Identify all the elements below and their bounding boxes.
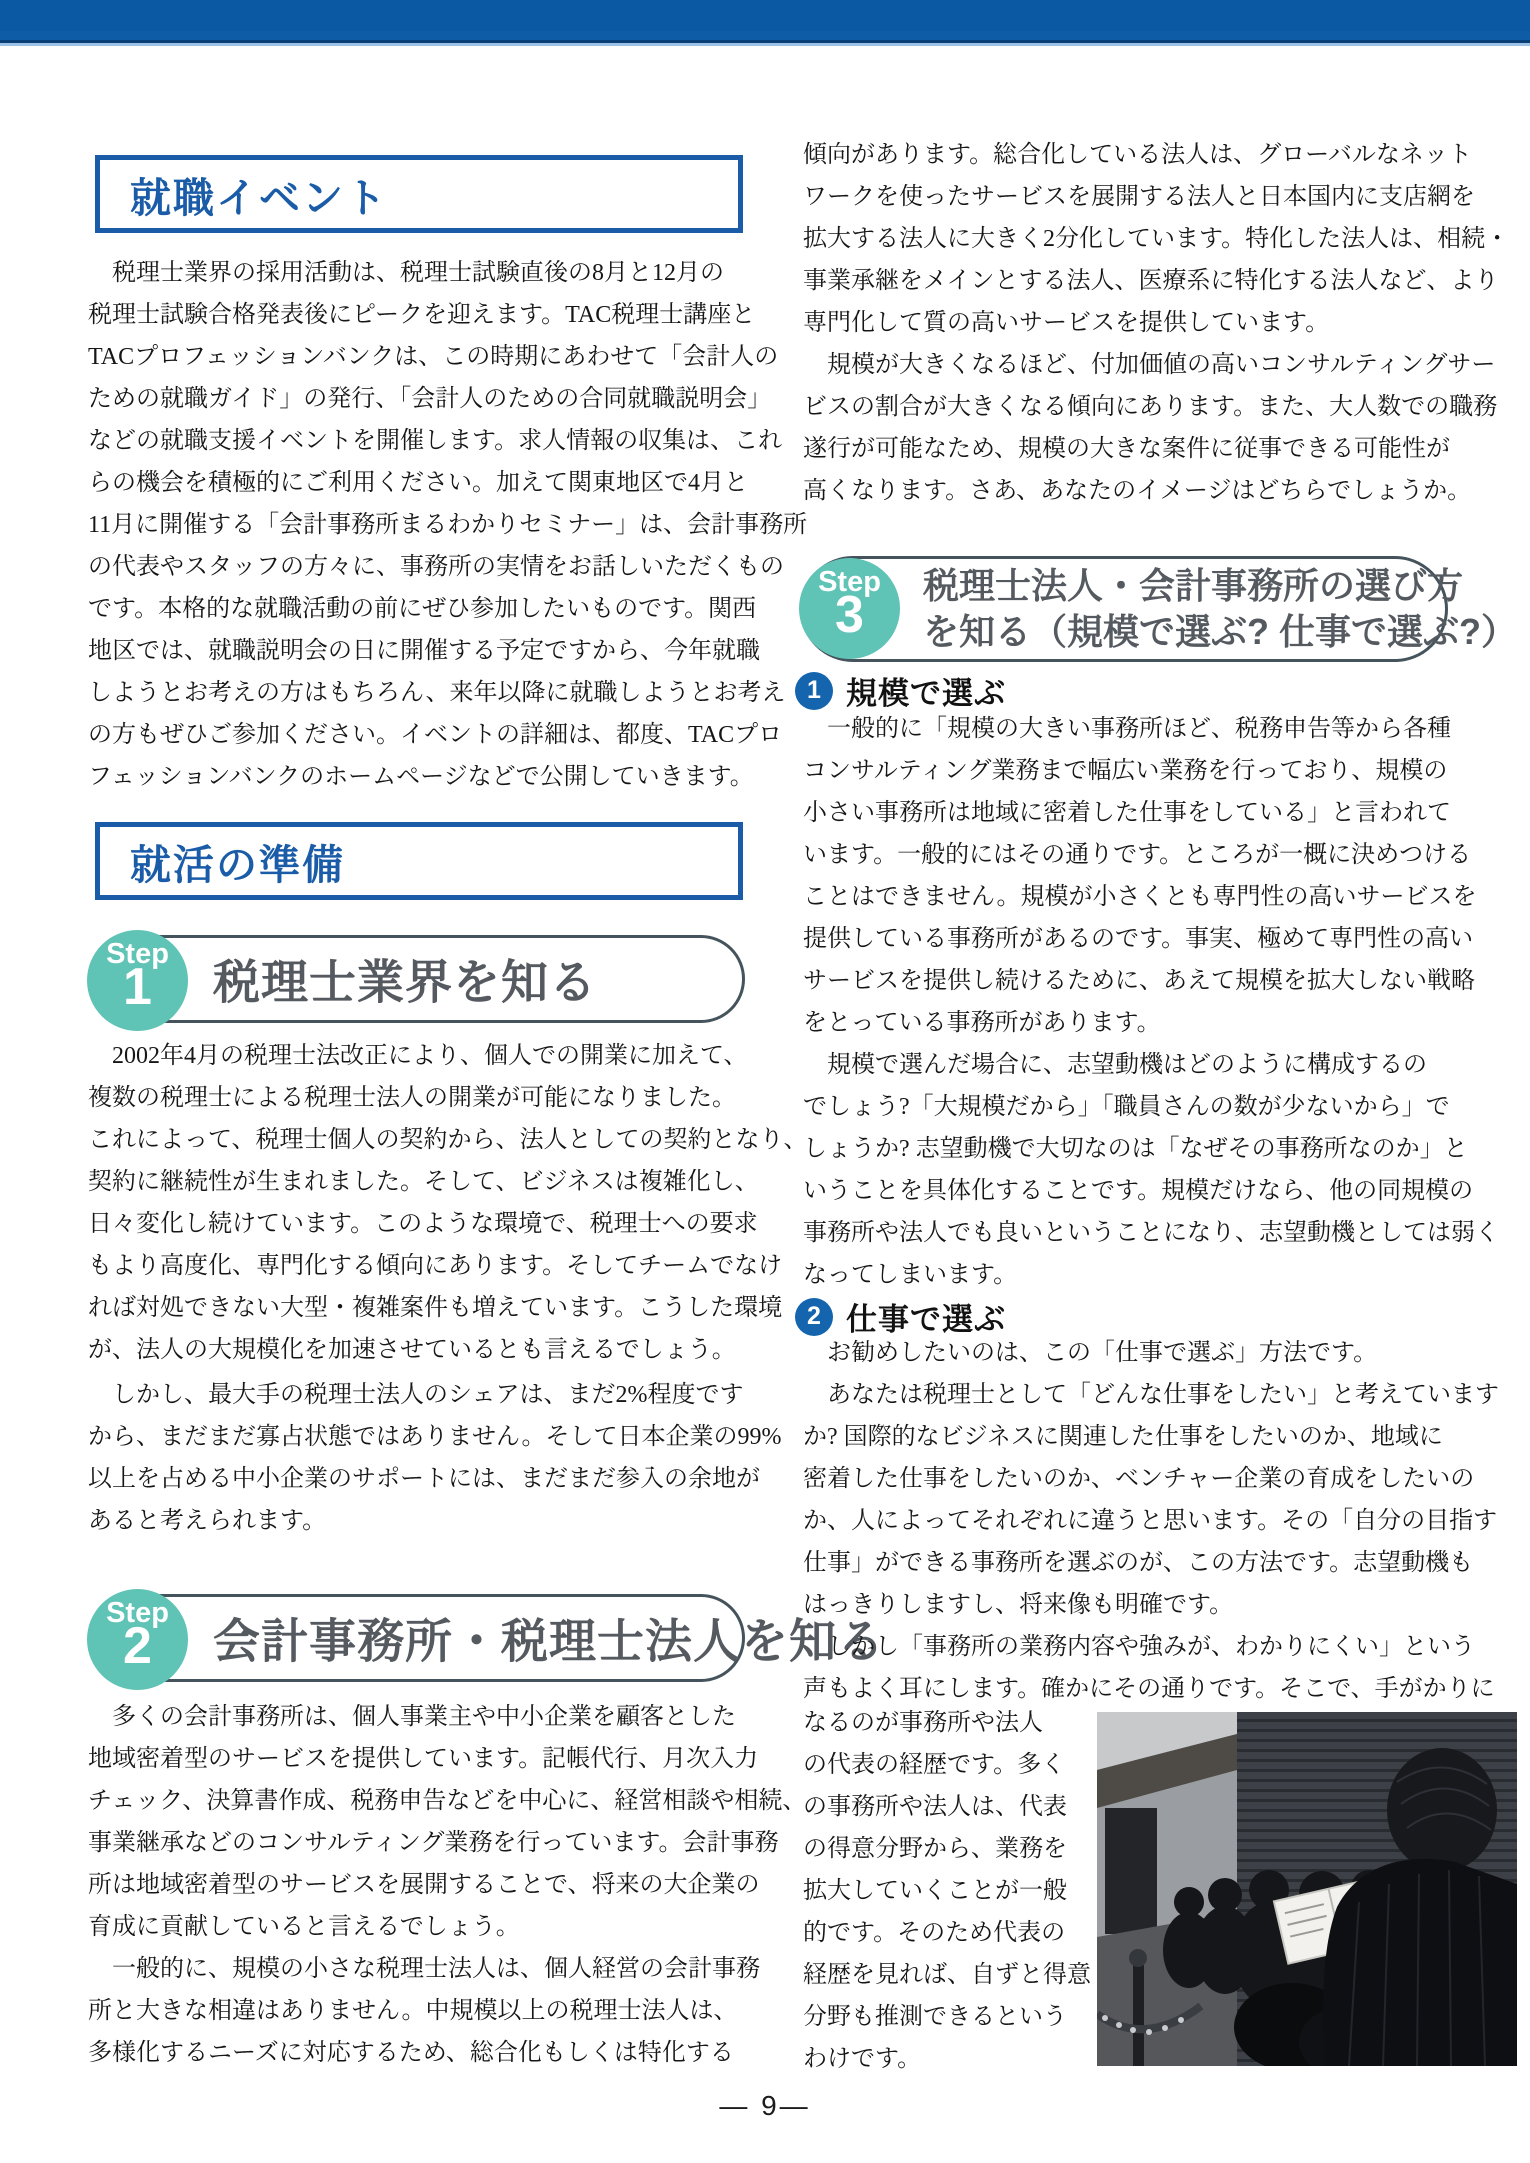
step2-title: 会計事務所・税理士法人を知る — [213, 1614, 885, 1668]
section-title: 就職イベント — [130, 174, 388, 221]
paragraph-choose-by-work: お勧めしたいのは、この「仕事で選ぶ」方法です。 あなたは税理士として「どんな仕事をしたい」と考えています か? 国際的なビジネスに関連した仕事をしたいのか、地域に 密着した仕事をしたいのか、ベンチャー企業の育成をしたいの か、人によってそれぞれに違うと思います。その「自分の目指す 仕事」ができる事務所を選ぶのが、この方法です。志望動機も はっきりしますし、将来像も明確です。 しかし「事務所の業務内容や強みが、わかりにくい」という 声もよく耳にします。確かにその通りです。そこで、手がかりに — [803, 1340, 1499, 1702]
step-word: Step — [106, 938, 169, 970]
step2-header — [88, 1594, 885, 1682]
paragraph-industry-share: しかし、最大手の税理士法人のシェアは、まだ2%程度です から、まだまだ寡占状態ではありません。そして日本企業の99% 以上を占める中小企業のサポートには、まだまだ参入の余地が あると考えられます。 — [88, 1382, 782, 1534]
paragraph-industry: 2002年4月の税理士法改正により、個人での開業に加えて、 複数の税理士による税理士法人の開業が可能になりました。 これによって、税理士個人の契約から、法人としての契約となり、 契約に継続性が生まれました。そして、ビジネスは複雑化し、 日々変化し続けています。このような環境で、税理士への要求 もより高度化、専門化する傾向にあります。そしてチームでなけ れば対処できない大型・複雑案件も増えています。こうした環境 が、法人の大規模化を加速させているとも言えるでしょう。 — [88, 1043, 808, 1363]
step2-badge — [87, 1589, 188, 1690]
step3-title — [923, 563, 1517, 655]
subheading-label: 規模で選ぶ — [846, 676, 1006, 711]
paragraph-representative-career: なるのが事務所や法人 の代表の経歴です。多く の事務所や法人は、代表 の得意分野から、業務を 拡大していくことが一般 的です。そのため代表の 経歴を見れば、自ずと得意 分野も推測できるという わけです。 — [803, 1710, 1091, 2072]
paragraph-choose-by-size: 一般的に「規模の大きい事務所ほど、税務申告等から各種 コンサルティング業務まで幅広い業務を行っており、規模の 小さい事務所は地域に密着した仕事をしている」と言われて います。一般的にはその通りです。ところが一概に決めつける ことはできません。規模が小さくとも専門性の高いサービスを 提供している事務所があるのです。事実、極めて専門性の高い サービスを提供し続けるために、あえて規模を拡大しない戦略 をとっている事務所があります。 規模で選んだ場合に、志望動機はどのように構成するの でしょう?「大規模だから」「職員さんの数が少ないから」で しょうか? 志望動機で大切なのは「なぜその事務所なのか」と いうことを具体化することです。規模だけなら、他の同規模の 事務所や法人でも良いということになり、志望動機としては弱く なってしまいます。 — [803, 716, 1499, 1288]
step3-header — [800, 556, 1517, 662]
paragraph-polarization: 傾向があります。総合化している法人は、グローバルなネット ワークを使ったサービスを展開する法人と日本国内に支店網を 拡大する法人に大きく2分化しています。特化した法人は、相続・ 事業承継をメインとする法人、医療系に特化する法人など、より 専門化して質の高いサービスを提供しています。 規模が大きくなるほど、付加価値の高いコンサルティングサー ビスの割合が大きくなる傾向にあります。また、大人数での職務 遂行が可能なため、規模の大きな案件に従事できる可能性が 高くなります。さあ、あなたのイメージはどちらでしょうか。 — [803, 142, 1510, 504]
step3-badge — [799, 558, 900, 659]
paragraph-offices: 多くの会計事務所は、個人事業主や中小企業を顧客とした 地域密着型のサービスを提供しています。記帳代行、月次入力 チェック、決算書作成、税務申告などを中心に、経営相談や相続、 事業継承などのコンサルティング業務を行っています。会計事務 所は地域密着型のサービスを展開することで、将来の大企業の 育成に貢献していると言えるでしょう。 一般的に、規模の小さな税理士法人は、個人経営の会計事務 所と大きな相違はありません。中規模以上の税理士法人は、 多様化するニーズに対応するため、総合化もしくは特化する — [88, 1704, 807, 2066]
step-word: Step — [106, 1597, 169, 1629]
step-number: 1 — [123, 958, 152, 1016]
step1-badge — [87, 930, 188, 1031]
page-number: — 9— — [719, 2090, 811, 2121]
step1-header — [88, 935, 745, 1023]
paragraph-job-events: 税理士業界の採用活動は、税理士試験直後の8月と12月の 税理士試験合格発表後にピークを迎えます。TAC税理士講座と TACプロフェッションバンクは、この時期にあわせて「会計人の ための就職ガイド」の発行、「会計人のための合同就職説明会」 などの就職支援イベントを開催します。求人情報の収集は、これ らの機会を積極的にご利用ください。加えて関東地区で4月と 11月に開催する「会計事務所まるわかりセミナー」は、会計事務所 の代表やスタッフの方々に、事務所の実情をお話しいただくもの です。本格的な就職活動の前にぜひ参加したいものです。関西 地区では、就職説明会の日に開催する予定ですから、今年就職 しようとお考えの方はもちろん、来年以降に就職しようとお考え の方もぜひご参加ください。イベントの詳細は、都度、TACプロ フェッションバンクのホームページなどで公開していきます。 — [88, 260, 808, 790]
subheading-label: 仕事で選ぶ — [846, 1302, 1006, 1337]
circled-number-1: 1 — [795, 672, 833, 710]
top-bar — [0, 0, 1530, 46]
section-title: 就活の準備 — [130, 841, 345, 888]
section-header-job-events — [95, 155, 743, 233]
job-fair-photo — [1097, 1712, 1517, 2066]
step3-title-line2: を知る（規模で選ぶ? 仕事で選ぶ?） — [923, 611, 1517, 652]
subheading-choose-by-size — [795, 668, 1006, 713]
step1-title: 税理士業界を知る — [213, 955, 597, 1009]
section-header-job-hunt-prep — [95, 822, 743, 900]
circled-number-2: 2 — [795, 1298, 833, 1336]
step-number: 3 — [835, 586, 864, 644]
step3-title-line1: 税理士法人・会計事務所の選び方 — [923, 565, 1464, 606]
step-word: Step — [818, 566, 881, 598]
step-number: 2 — [123, 1617, 152, 1675]
